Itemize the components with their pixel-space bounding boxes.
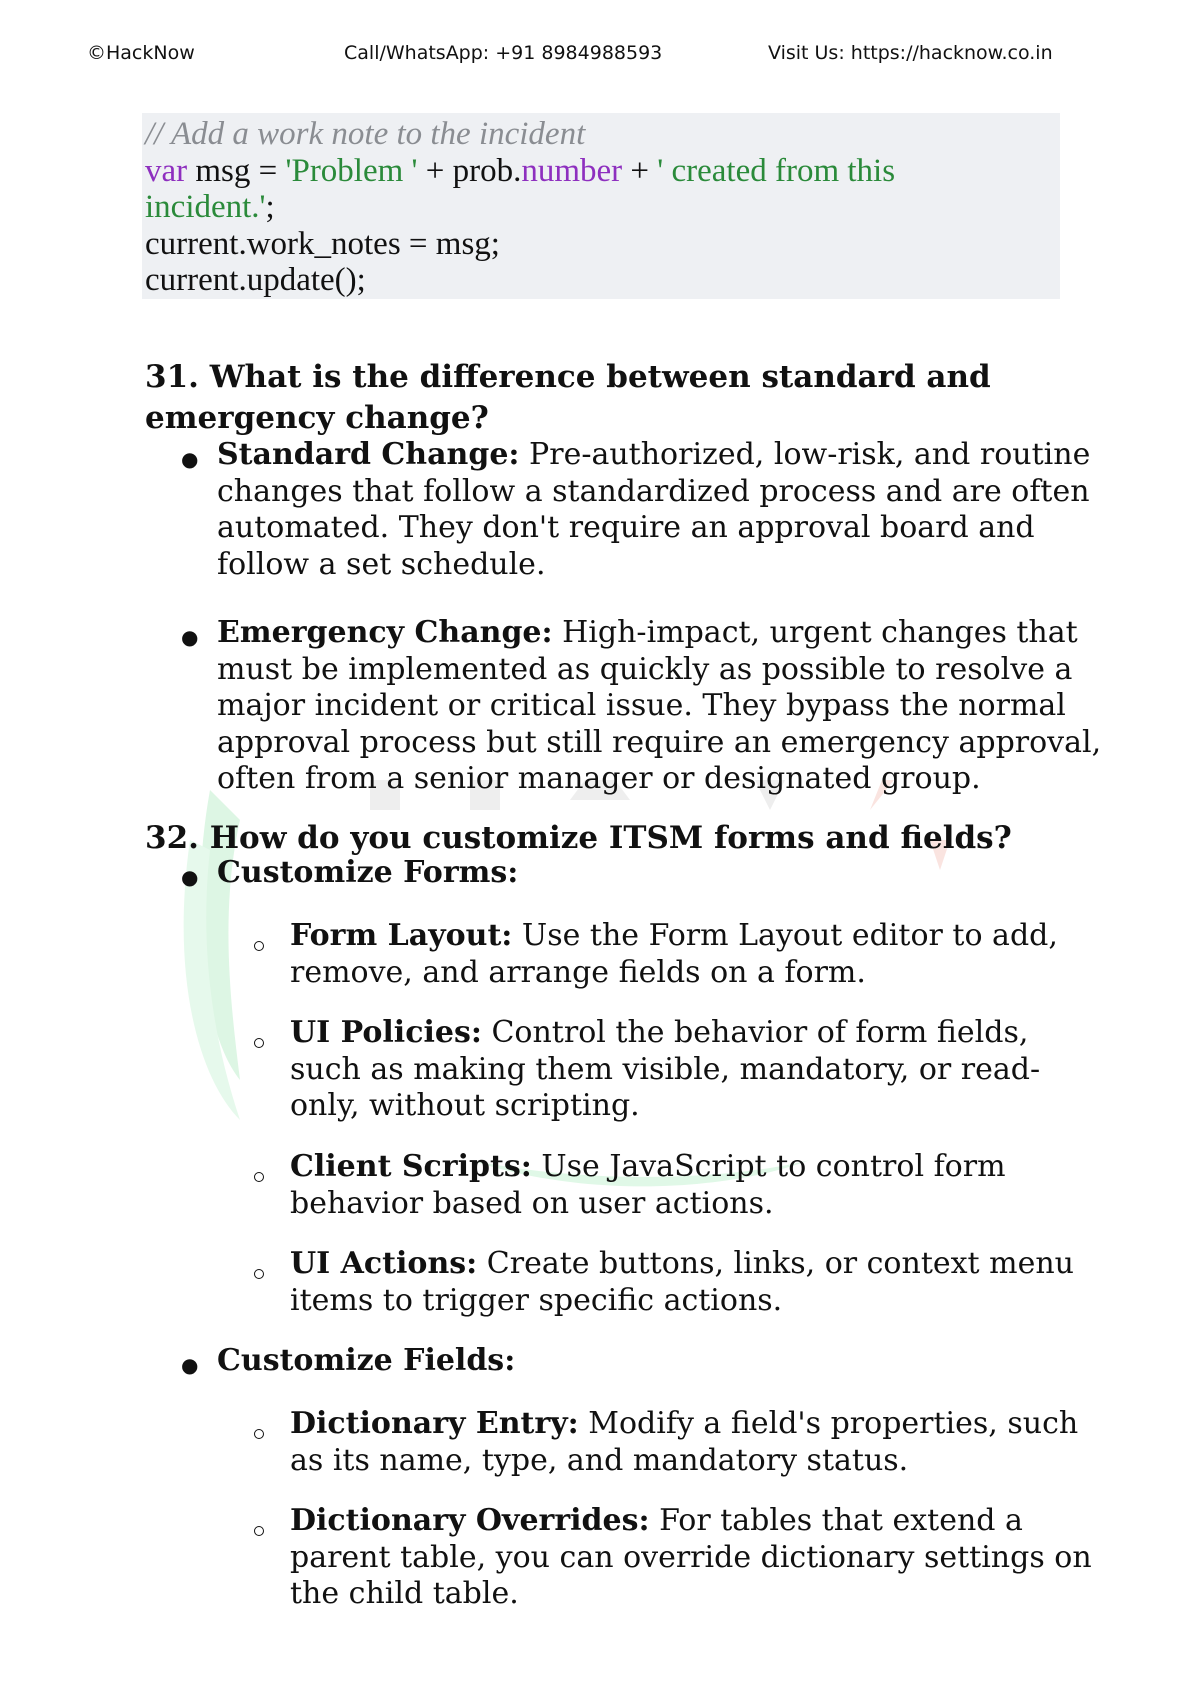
- code-line-msg-cont: incident.';: [145, 189, 275, 225]
- bullet-icon: ●: [181, 1353, 199, 1377]
- sub-bullet-icon: [254, 1038, 264, 1048]
- code-line-msg: var msg = 'Problem ' + prob.number + ' created from this: [145, 152, 896, 189]
- bullet-icon: ●: [181, 447, 199, 471]
- bullet-icon: ●: [181, 625, 199, 649]
- website-link[interactable]: Visit Us: https://hacknow.co.in: [768, 42, 1053, 64]
- sub-bullet-icon: [254, 1526, 264, 1536]
- dictionary-entry-item: Dictionary Entry: Modify a field's properties, such as its name, type, and mandatory status.: [290, 1406, 1079, 1478]
- dictionary-overrides-item: Dictionary Overrides: For tables that extend a parent table, you can override dictionary settings on the child table.: [290, 1503, 1092, 1611]
- sub-bullet-icon: [254, 941, 264, 951]
- code-line-update: current.update();: [145, 262, 366, 298]
- contact-phone: Call/WhatsApp: +91 8984988593: [344, 42, 663, 64]
- question-31-title: 31. What is the difference between standard and emergency change?: [145, 359, 991, 436]
- customize-forms-heading: Customize Forms:: [217, 855, 519, 890]
- bullet-icon: ●: [181, 865, 199, 889]
- customize-fields-heading: Customize Fields:: [217, 1343, 516, 1378]
- code-comment-line: // Add a work note to the incident: [145, 116, 586, 152]
- page-header: [0, 42, 1191, 72]
- sub-bullet-icon: [254, 1429, 264, 1439]
- code-line-work-notes: current.work_notes = msg;: [145, 225, 500, 262]
- ui-actions-item: UI Actions: Create buttons, links, or context menu items to trigger specific actions.: [290, 1246, 1074, 1318]
- question-32-title: 32. How do you customize ITSM forms and fields?: [145, 820, 1012, 856]
- sub-bullet-icon: [254, 1269, 264, 1279]
- form-layout-item: Form Layout: Use the Form Layout editor to add, remove, and arrange fields on a form.: [290, 918, 1058, 990]
- standard-change-item: Standard Change: Pre-authorized, low-risk, and routine changes that follow a standardized process and are often automated. They don't require an approval board and follow a set schedule.: [217, 437, 1091, 582]
- client-scripts-item: Client Scripts: Use JavaScript to control form behavior based on user actions.: [290, 1149, 1006, 1221]
- ui-policies-item: UI Policies: Control the behavior of form fields, such as making them visible, mandatory, or read- only, without scripting.: [290, 1015, 1041, 1123]
- sub-bullet-icon: [254, 1172, 264, 1182]
- emergency-change-item: Emergency Change: High-impact, urgent changes that must be implemented as quickly as possible to resolve a major incident or critical issue. They bypass the normal approval process but still require an emergency approval, often from a senior manager or designated group.: [217, 615, 1102, 796]
- code-snippet: [142, 113, 1060, 299]
- brand-label: ©HackNow: [87, 42, 195, 64]
